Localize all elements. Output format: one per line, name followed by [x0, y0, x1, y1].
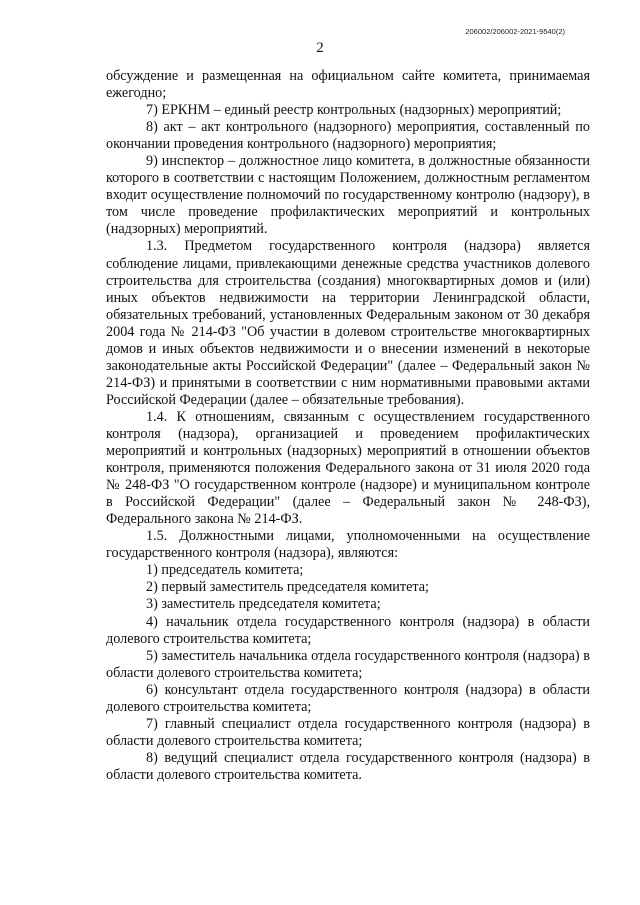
list-item: 1) председатель комитета;	[146, 562, 304, 579]
document-body	[106, 68, 590, 784]
list-item: 6) консультант отдела государственного контроля (надзора) в области долевого строительства комитета;	[106, 681, 590, 715]
list-item: 4) начальник отдела государственного контроля (надзора) в области долевого строительства комитета;	[106, 613, 590, 647]
paragraph: 1.3. Предметом государственного контроля (надзора) является соблюдение лицами, привлекающими денежные средства участников долевого строительства для строительства (создания) многоквартирных домов и (или) иных объектов недвижимости на территории Ленинградской области, обязательных требований, установленных Федеральным законом от 30 декабря 2004 года № 214-ФЗ "Об участии в долевом строительстве многоквартирных домов и иных объектов недвижимости и о внесении изменений в некоторые законодательные акты Российской Федерации" (далее – Федеральный закон № 214-ФЗ) и принятыми в соответствии с ним нормативными правовыми актами Российской Федерации (далее – обязательные требования).	[106, 238, 590, 408]
paragraph: обсуждение и размещенная на официальном сайте комитета, принимаемая ежегодно;	[106, 68, 590, 102]
paragraph: 1.4. К отношениям, связанным с осуществлением государственного контроля (надзора), организацией и проведением профилактических мероприятий и контрольных (надзорных) мероприятий в отношении объектов контроля, применяются положения Федерального закона от 31 июля 2020 года № 248-ФЗ "О государственном контроле (надзоре) и муниципальном контроле в Российской Федерации" (далее – Федеральный закон № 248-ФЗ), Федерального закона № 214-ФЗ.	[106, 408, 590, 528]
list-item: 7) главный специалист отдела государственного контроля (надзора) в области долевого строительства комитета;	[106, 715, 590, 749]
list-item: 8) ведущий специалист отдела государственного контроля (надзора) в области долевого строительства комитета.	[106, 749, 590, 783]
document-registration-number: 206002/206002-2021-9540(2)	[465, 27, 565, 36]
paragraph: 8) акт – акт контрольного (надзорного) мероприятия, составленный по окончании проведения контрольного (надзорного) мероприятия;	[106, 119, 590, 153]
paragraph: 1.5. Должностными лицами, уполномоченными на осуществление государственного контроля (надзора), являются:	[106, 528, 590, 562]
page-number: 2	[316, 40, 324, 56]
paragraph: 9) инспектор – должностное лицо комитета, в должностные обязанности которого в соответствии с настоящим Положением, должностным регламентом входит осуществление полномочий по государственному контролю (надзору), в том числе проведение профилактических мероприятий и контрольных (надзорных) мероприятий.	[106, 153, 590, 238]
paragraph: 7) ЕРКНМ – единый реестр контрольных (надзорных) мероприятий;	[146, 102, 562, 119]
list-item: 2) первый заместитель председателя комитета;	[146, 579, 430, 596]
list-item: 3) заместитель председателя комитета;	[146, 596, 381, 613]
list-item: 5) заместитель начальника отдела государственного контроля (надзора) в области долевого строительства комитета;	[106, 647, 590, 681]
